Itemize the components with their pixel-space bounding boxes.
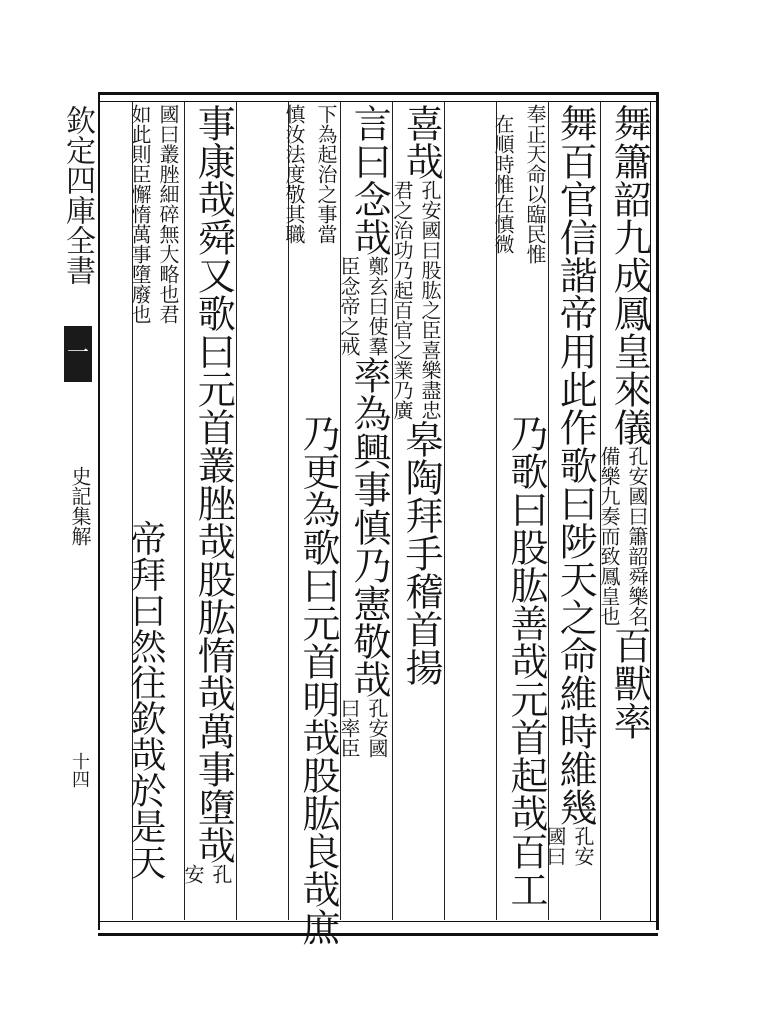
text-column-1: [597, 104, 656, 740]
text-column-3: [446, 104, 550, 264]
commentary-line: 在順時惟在慎微: [491, 114, 515, 254]
annotation-left: 備樂九奏而致鳳皇也: [597, 446, 621, 626]
annotation-right: 孔: [209, 864, 233, 884]
main-text: 皋陶拜手稽首揚: [399, 420, 443, 686]
frame-inner-top-rule: [98, 101, 658, 102]
nage-container: [446, 414, 550, 908]
commentary-line: 奉正天命以臨民惟: [523, 104, 547, 264]
commentary-line: 國曰叢脞細碎無大略也君: [156, 104, 180, 324]
text-column-9: [181, 104, 240, 884]
main-text: 乃更為歌曰元首明哉股肱良哉庶: [296, 414, 340, 946]
margin-page-number: 十四: [69, 752, 90, 788]
annotation-pair: [337, 256, 394, 356]
text-column-7: [238, 104, 342, 244]
text-column-6: [337, 104, 396, 758]
gengwei-container: [238, 414, 342, 946]
main-text: 百獸率: [607, 626, 652, 740]
main-text: 舞百官信諧帝用此作歌曰陟天之命維時維幾: [553, 104, 598, 826]
annotation-right: 孔安國曰簫韶舜樂名: [625, 446, 649, 626]
text-column-5: [390, 104, 448, 686]
annotation-left: 安: [181, 864, 205, 884]
main-text: 喜哉: [399, 104, 444, 180]
main-text: 乃歌曰股肱善哉元首起哉百工: [504, 414, 548, 908]
main-text: 舞簫韶九成鳳皇來儀: [607, 104, 652, 446]
annotation-left: 君之治功乃起百官之業乃廣: [390, 180, 414, 420]
main-text: 言曰念哉: [347, 104, 392, 256]
main-text: 帝拜曰然往欽哉於是天: [125, 520, 166, 880]
annotation-pair: [390, 180, 446, 420]
commentary-line: 慎汝法度敬其職: [282, 104, 306, 244]
annotation-pair: [181, 864, 238, 884]
annotation-left: 國曰: [543, 826, 567, 866]
margin-work-title: 史記集解: [68, 466, 92, 546]
commentary-line: 如此則臣懈惰萬事墮廢也: [128, 104, 152, 324]
annotation-right: 鄭玄曰使羣: [365, 256, 389, 356]
main-text: 事康哉舜又歌曰元首叢脞哉股肱惰哉萬事墮哉: [191, 104, 236, 864]
annotation-right: 孔安國曰股肱之臣喜樂盡忠: [418, 180, 442, 420]
text-column-10-main: [104, 520, 186, 880]
commentary-block: [128, 104, 184, 324]
annotation-pair: [543, 826, 600, 866]
annotation-pair: [337, 698, 394, 758]
annotation-left: 曰率臣: [337, 698, 361, 758]
text-column-2: [543, 104, 602, 866]
frame-inner-bottom-rule: [98, 921, 658, 922]
commentary-block: [491, 104, 550, 264]
annotation-left: 臣念帝之戒: [337, 256, 361, 356]
annotation-pair: [597, 446, 654, 626]
annotation-right: 孔安國: [365, 698, 389, 758]
margin-juan-number: 一: [64, 326, 92, 382]
main-text: 率為興事慎乃憲敬哉: [347, 356, 391, 698]
margin-book-title: 欽定四庫全書: [60, 105, 95, 285]
frame-right-border: [656, 92, 659, 930]
annotation-right: 孔安: [571, 826, 595, 866]
frame-left-border: [98, 92, 100, 930]
commentary-line: 下為起治之事當: [314, 104, 338, 244]
text-column-10: [128, 104, 186, 324]
commentary-block: [282, 104, 342, 244]
